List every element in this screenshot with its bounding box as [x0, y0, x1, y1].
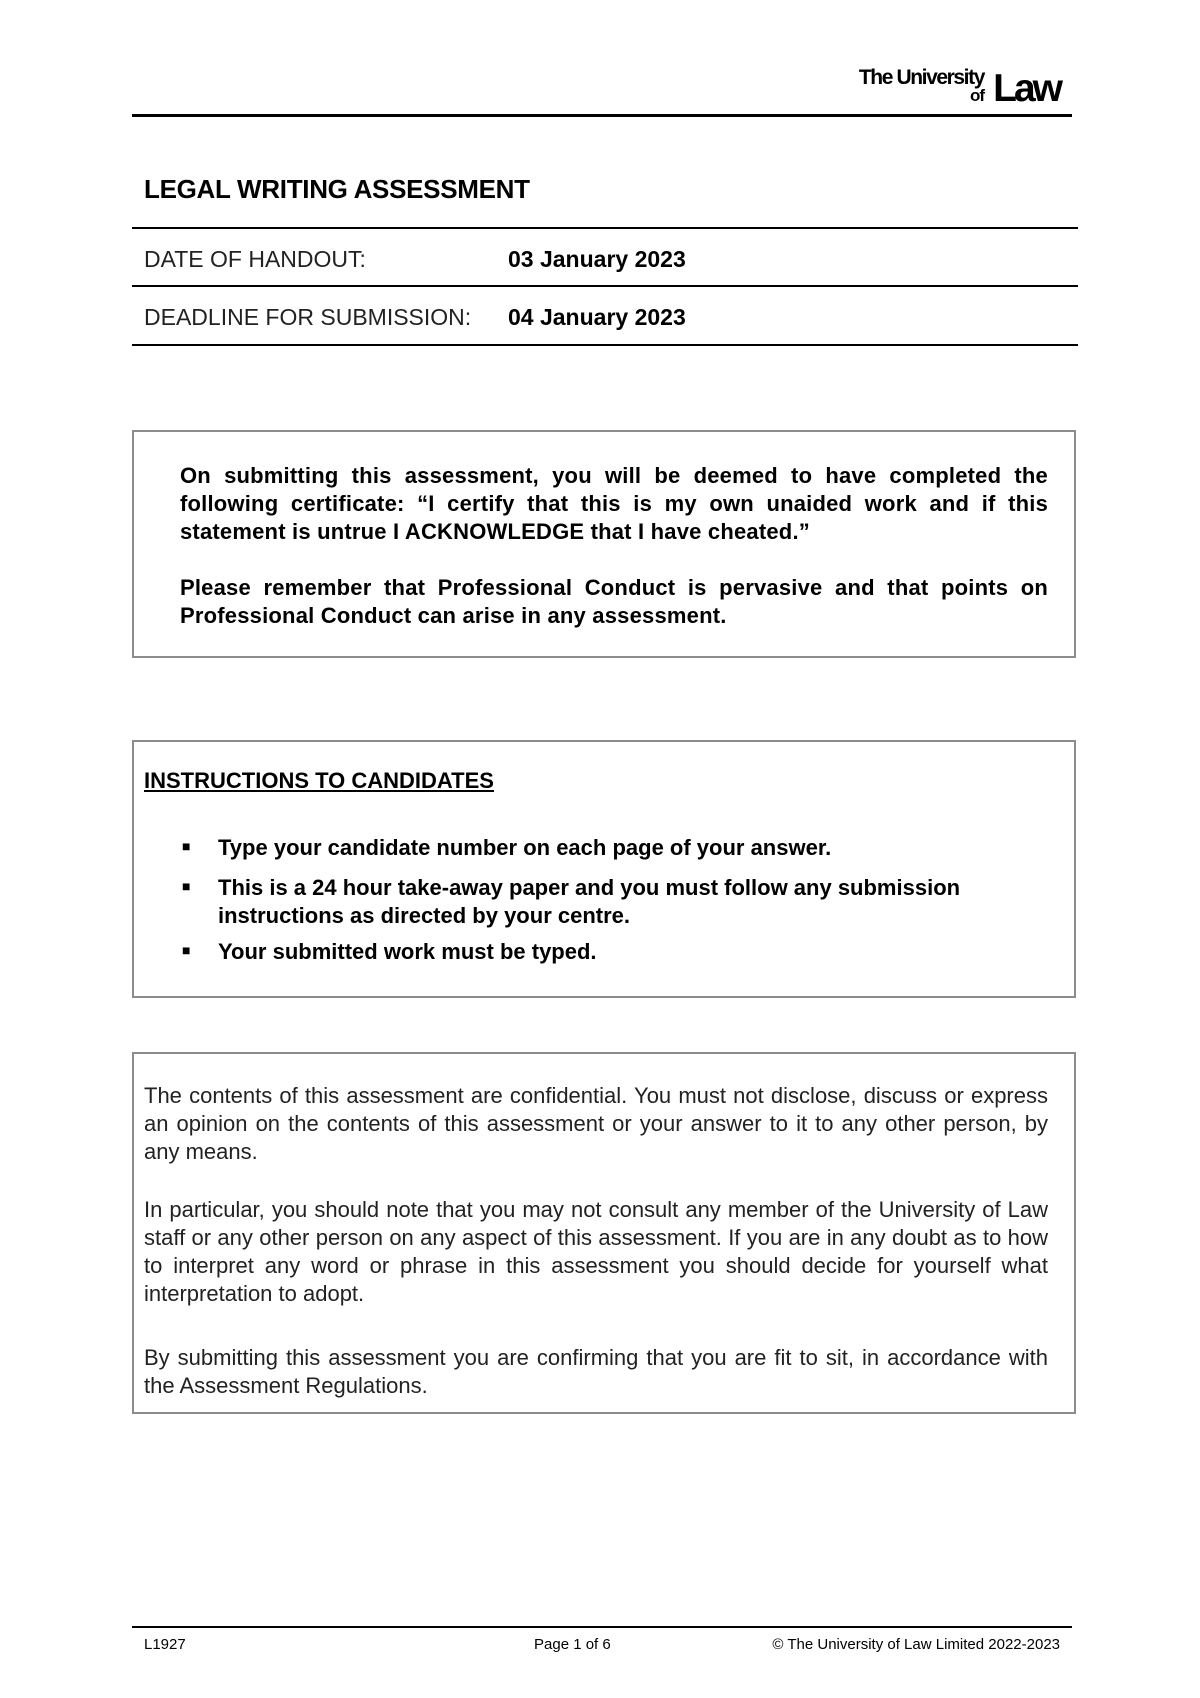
deadline-label: DEADLINE FOR SUBMISSION:: [144, 304, 472, 330]
bullet-icon: ■: [182, 838, 191, 854]
instruction-item: Your submitted work must be typed.: [218, 939, 597, 964]
deadline-value: 04 January 2023: [508, 304, 686, 330]
certificate-statement: On submitting this assessment, you will be deemed to have completed the following certificate: “I certify that this is my own unaided work and if this statement is untrue I ACKNOWLEDGE that I have cheated.”: [180, 463, 1048, 544]
header-divider: [132, 114, 1072, 117]
instructions-box: [132, 740, 1076, 998]
instruction-item: Type your candidate number on each page of your answer.: [218, 835, 832, 860]
info-divider-middle: [132, 285, 1078, 287]
consultation-paragraph: In particular, you should note that you may not consult any member of the University of Law staff or any other person on any aspect of this assessment. If you are in any doubt as to how to interpret any word or phrase in this assessment you should decide for yourself what interpretation to adopt.: [144, 1197, 1048, 1306]
professional-conduct-note: Please remember that Professional Conduct is pervasive and that points on Professional Conduct can arise in any assessment.: [180, 575, 1048, 628]
instructions-heading: INSTRUCTIONS TO CANDIDATES: [144, 768, 494, 793]
document-title: LEGAL WRITING ASSESSMENT: [144, 174, 530, 204]
confidentiality-box: [132, 1052, 1076, 1414]
confidentiality-paragraph: The contents of this assessment are confidential. You must not disclose, discuss or express an opinion on the contents of this assessment or your answer to it to any other person, by any means.: [144, 1083, 1048, 1164]
bullet-icon: ■: [182, 942, 191, 958]
page-number: Page 1 of 6: [534, 1636, 611, 1653]
logo-line-law: Law: [993, 67, 1060, 110]
copyright-notice: © The University of Law Limited 2022-2023: [772, 1636, 1060, 1653]
handout-date-value: 03 January 2023: [508, 246, 686, 272]
handout-date-label: DATE OF HANDOUT:: [144, 246, 366, 272]
certificate-box: [132, 430, 1076, 658]
info-divider-top: [132, 227, 1078, 229]
fit-to-sit-paragraph: By submitting this assessment you are confirming that you are fit to sit, in accordance with the Assessment Regulations.: [144, 1345, 1048, 1398]
instruction-item: This is a 24 hour take-away paper and you must follow any submission instructions as directed by your centre.: [218, 875, 961, 928]
bullet-icon: ■: [182, 878, 191, 894]
document-code: L1927: [144, 1636, 186, 1653]
logo-line-of: of: [969, 86, 984, 105]
university-logo: [840, 64, 1060, 110]
info-divider-bottom: [132, 344, 1078, 346]
footer-divider: [132, 1626, 1072, 1628]
logo-line-the-university: The University: [858, 66, 984, 89]
